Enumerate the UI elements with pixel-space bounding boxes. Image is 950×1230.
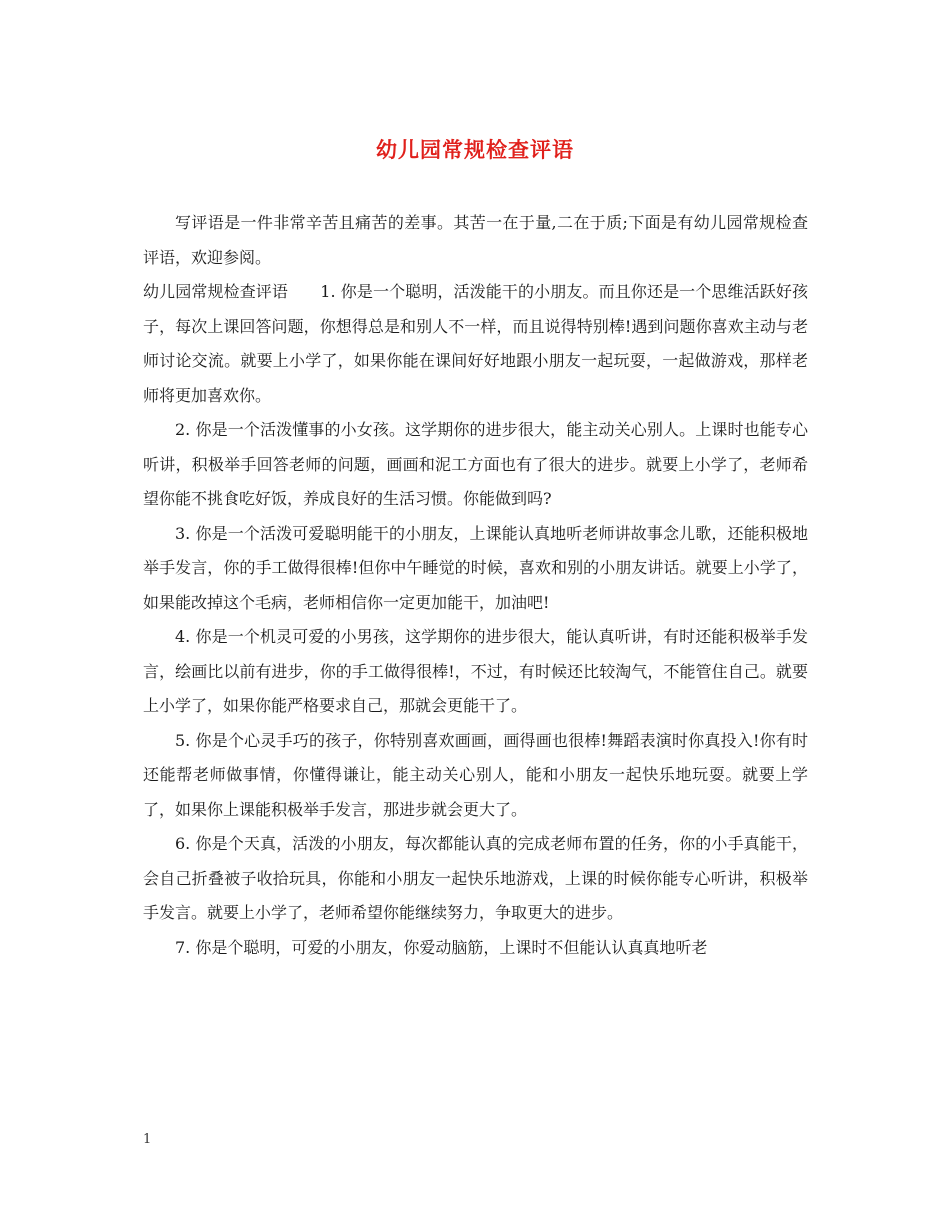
paragraph-2: 2. 你是一个活泼懂事的小女孩。这学期你的进步很大，能主动关心别人。上课时也能专心听讲，积极举手回答老师的问题，画画和泥工方面也有了很大的进步。就要上小学了，老师希望你能不挑食吃好饭，养成良好的生活习惯。你能做到吗? xyxy=(143,420,808,508)
document-title: 幼儿园常规检查评语 xyxy=(376,137,574,162)
paragraph-3: 3. 你是一个活泼可爱聪明能干的小朋友，上课能认真地听老师讲故事念儿歌，还能积极地举手发言，你的手工做得很棒!但你中午睡觉的时候，喜欢和别的小朋友讲话。就要上小学了，如果能改掉这个毛病，老师相信你一定更加能干，加油吧! xyxy=(143,523,808,612)
paragraph-5: 5. 你是个心灵手巧的孩子，你特别喜欢画画，画得画也很棒!舞蹈表演时你真投入!你有时还能帮老师做事情，你懂得谦让，能主动关心别人，能和小朋友一起快乐地玩耍。就要上学了，如果你上课能积极举手发言，那进步就会更大了。 xyxy=(143,730,808,819)
paragraph-6: 6. 你是个天真，活泼的小朋友，每次都能认真的完成老师布置的任务，你的小手真能干，会自己折叠被子收拾玩具，你能和小朋友一起快乐地游戏，上课的时候你能专心听讲，积极举手发言。就要上小学了，老师希望你能继续努力，争取更大的进步。 xyxy=(143,834,808,922)
paragraph-1: 幼儿园常规检查评语 1. 你是一个聪明，活泼能干的小朋友。而且你还是一个思维活跃好孩子，每次上课回答问题，你想得总是和别人不一样，而且说得特别棒!遇到问题你喜欢主动与老师讨论交流。就要上小学了，如果你能在课间好好地跟小朋友一起玩耍，一起做游戏，那样老师将更加喜欢你。 xyxy=(143,282,808,405)
paragraph-4: 4. 你是一个机灵可爱的小男孩，这学期你的进步很大，能认真听讲，有时还能积极举手发言，绘画比以前有进步，你的手工做得很棒!，不过，有时候还比较淘气，不能管住自己。就要上小学了，如果你能严格要求自己，那就会更能干了。 xyxy=(143,627,808,715)
page-number: 1 xyxy=(143,1132,152,1147)
intro-paragraph: 写评语是一件非常辛苦且痛苦的差事。其苦一在于量,二在于质;下面是有幼儿园常规检查评语，欢迎参阅。 xyxy=(143,213,808,267)
document-body xyxy=(143,206,808,965)
paragraph-7: 7. 你是个聪明，可爱的小朋友，你爱动脑筋，上课时不但能认认真真地听老 xyxy=(175,937,708,957)
